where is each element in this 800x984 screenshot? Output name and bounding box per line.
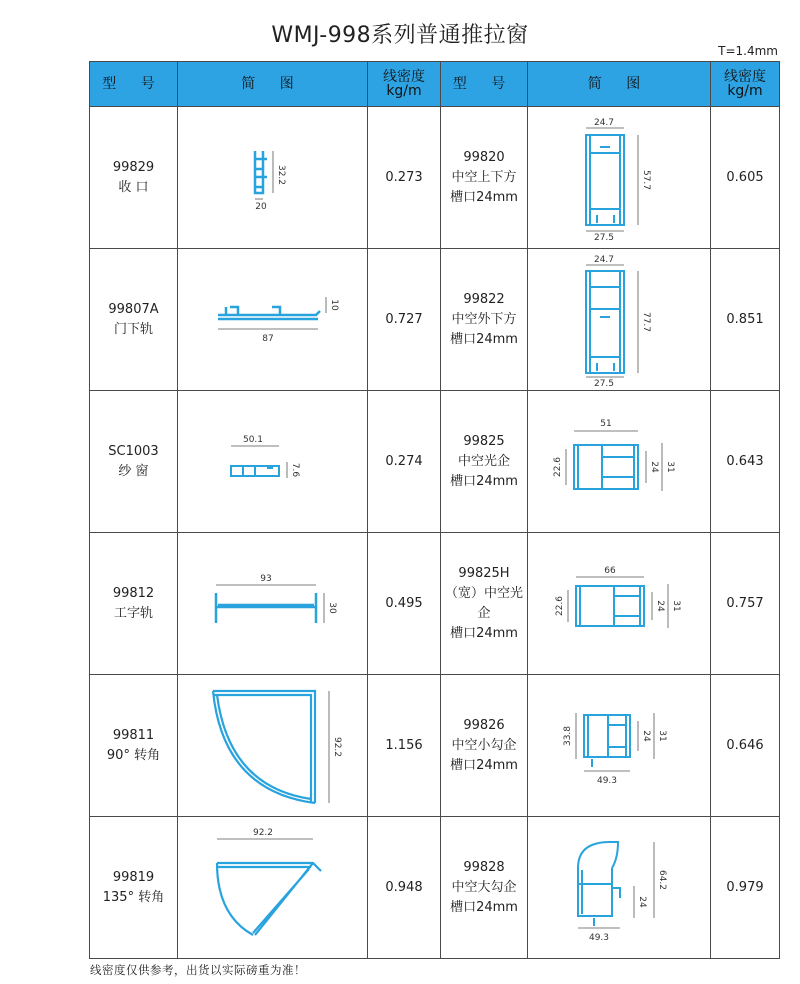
profile-sketch-99822	[528, 249, 711, 391]
model-cell: 99825H （宽）中空光企 槽口24mm	[441, 533, 528, 675]
table-row	[90, 391, 780, 533]
model-cell: 99811 90° 转角	[90, 675, 178, 817]
svg-text:24: 24	[641, 729, 651, 742]
model-cell: 99807A 门下轨	[90, 249, 178, 391]
density-cell: 0.727	[368, 249, 441, 391]
page-title: WMJ-998系列普通推拉窗	[271, 23, 529, 48]
header-sketch: 简 图	[178, 62, 368, 107]
svg-text:24: 24	[649, 460, 659, 473]
svg-text:31: 31	[671, 599, 681, 612]
density-cell: 0.643	[711, 391, 780, 533]
svg-text:27.5: 27.5	[593, 232, 615, 243]
profile-sketch-99825H	[528, 533, 711, 675]
table-row	[90, 107, 780, 249]
svg-text:20: 20	[254, 201, 267, 212]
header-sketch: 简 图	[528, 62, 711, 107]
svg-text:93: 93	[259, 573, 272, 584]
svg-text:77.7: 77.7	[641, 311, 651, 332]
density-cell: 0.274	[368, 391, 441, 533]
model-cell: 99829 收 口	[90, 107, 178, 249]
svg-text:87: 87	[261, 333, 274, 344]
header-model: 型 号	[441, 62, 528, 107]
svg-text:22.6: 22.6	[553, 456, 563, 477]
svg-text:92.2: 92.2	[331, 736, 342, 757]
model-cell: 99812 工字轨	[90, 533, 178, 675]
profile-sketch-99825	[528, 391, 711, 533]
density-cell: 0.495	[368, 533, 441, 675]
table-row	[90, 533, 780, 675]
svg-text:24: 24	[655, 599, 665, 612]
density-cell: 0.979	[711, 817, 780, 959]
svg-text:32.2: 32.2	[275, 164, 286, 185]
profile-sketch-99828	[528, 817, 711, 959]
density-cell: 1.156	[368, 675, 441, 817]
table-row	[90, 817, 780, 959]
svg-text:49.3: 49.3	[588, 932, 610, 943]
svg-text:64.2: 64.2	[657, 869, 667, 890]
svg-text:10: 10	[328, 298, 339, 311]
density-cell: 0.646	[711, 675, 780, 817]
svg-text:24.7: 24.7	[593, 254, 615, 265]
profile-sketch-99811	[178, 675, 368, 817]
header-model: 型 号	[90, 62, 178, 107]
profile-sketch-99820	[528, 107, 711, 249]
profile-sketch-99829	[178, 107, 368, 249]
svg-text:33.8: 33.8	[563, 725, 573, 746]
model-cell: 99820 中空上下方 槽口24mm	[441, 107, 528, 249]
model-cell: 99822 中空外下方 槽口24mm	[441, 249, 528, 391]
density-cell: 0.851	[711, 249, 780, 391]
svg-text:30: 30	[326, 601, 337, 614]
header-density: 线密度 kg/m	[368, 62, 441, 107]
svg-text:51: 51	[600, 418, 612, 429]
table-header-row	[90, 62, 780, 107]
profile-sketch-99807A	[178, 249, 368, 391]
model-cell: 99819 135° 转角	[90, 817, 178, 959]
profile-sketch-99826	[528, 675, 711, 817]
model-cell: 99825 中空光企 槽口24mm	[441, 391, 528, 533]
svg-text:50.1: 50.1	[242, 434, 263, 445]
svg-text:24: 24	[637, 895, 647, 908]
model-cell: 99828 中空大勾企 槽口24mm	[441, 817, 528, 959]
table-row	[90, 675, 780, 817]
density-cell: 0.757	[711, 533, 780, 675]
footer-note: 线密度仅供参考，出货以实际磅重为准！	[90, 963, 306, 977]
thickness-spec: T=1.4mm	[718, 44, 778, 58]
svg-text:92.2: 92.2	[252, 827, 273, 838]
svg-text:57.7: 57.7	[641, 169, 651, 190]
svg-text:7.6: 7.6	[289, 462, 300, 477]
density-cell: 0.273	[368, 107, 441, 249]
header-density: 线密度 kg/m	[711, 62, 780, 107]
svg-text:66: 66	[604, 565, 616, 576]
svg-text:22.6: 22.6	[555, 595, 565, 616]
svg-text:27.5: 27.5	[593, 378, 615, 389]
model-cell: 99826 中空小勾企 槽口24mm	[441, 675, 528, 817]
profile-sketch-SC1003	[178, 391, 368, 533]
table-row	[90, 249, 780, 391]
density-cell: 0.605	[711, 107, 780, 249]
profile-table	[89, 61, 780, 959]
model-cell: SC1003 纱 窗	[90, 391, 178, 533]
density-cell: 0.948	[368, 817, 441, 959]
svg-text:24.7: 24.7	[593, 117, 615, 128]
svg-text:31: 31	[657, 729, 667, 742]
profile-sketch-99819	[178, 817, 368, 959]
svg-text:49.3: 49.3	[596, 775, 618, 786]
profile-sketch-99812	[178, 533, 368, 675]
svg-text:31: 31	[665, 460, 675, 473]
